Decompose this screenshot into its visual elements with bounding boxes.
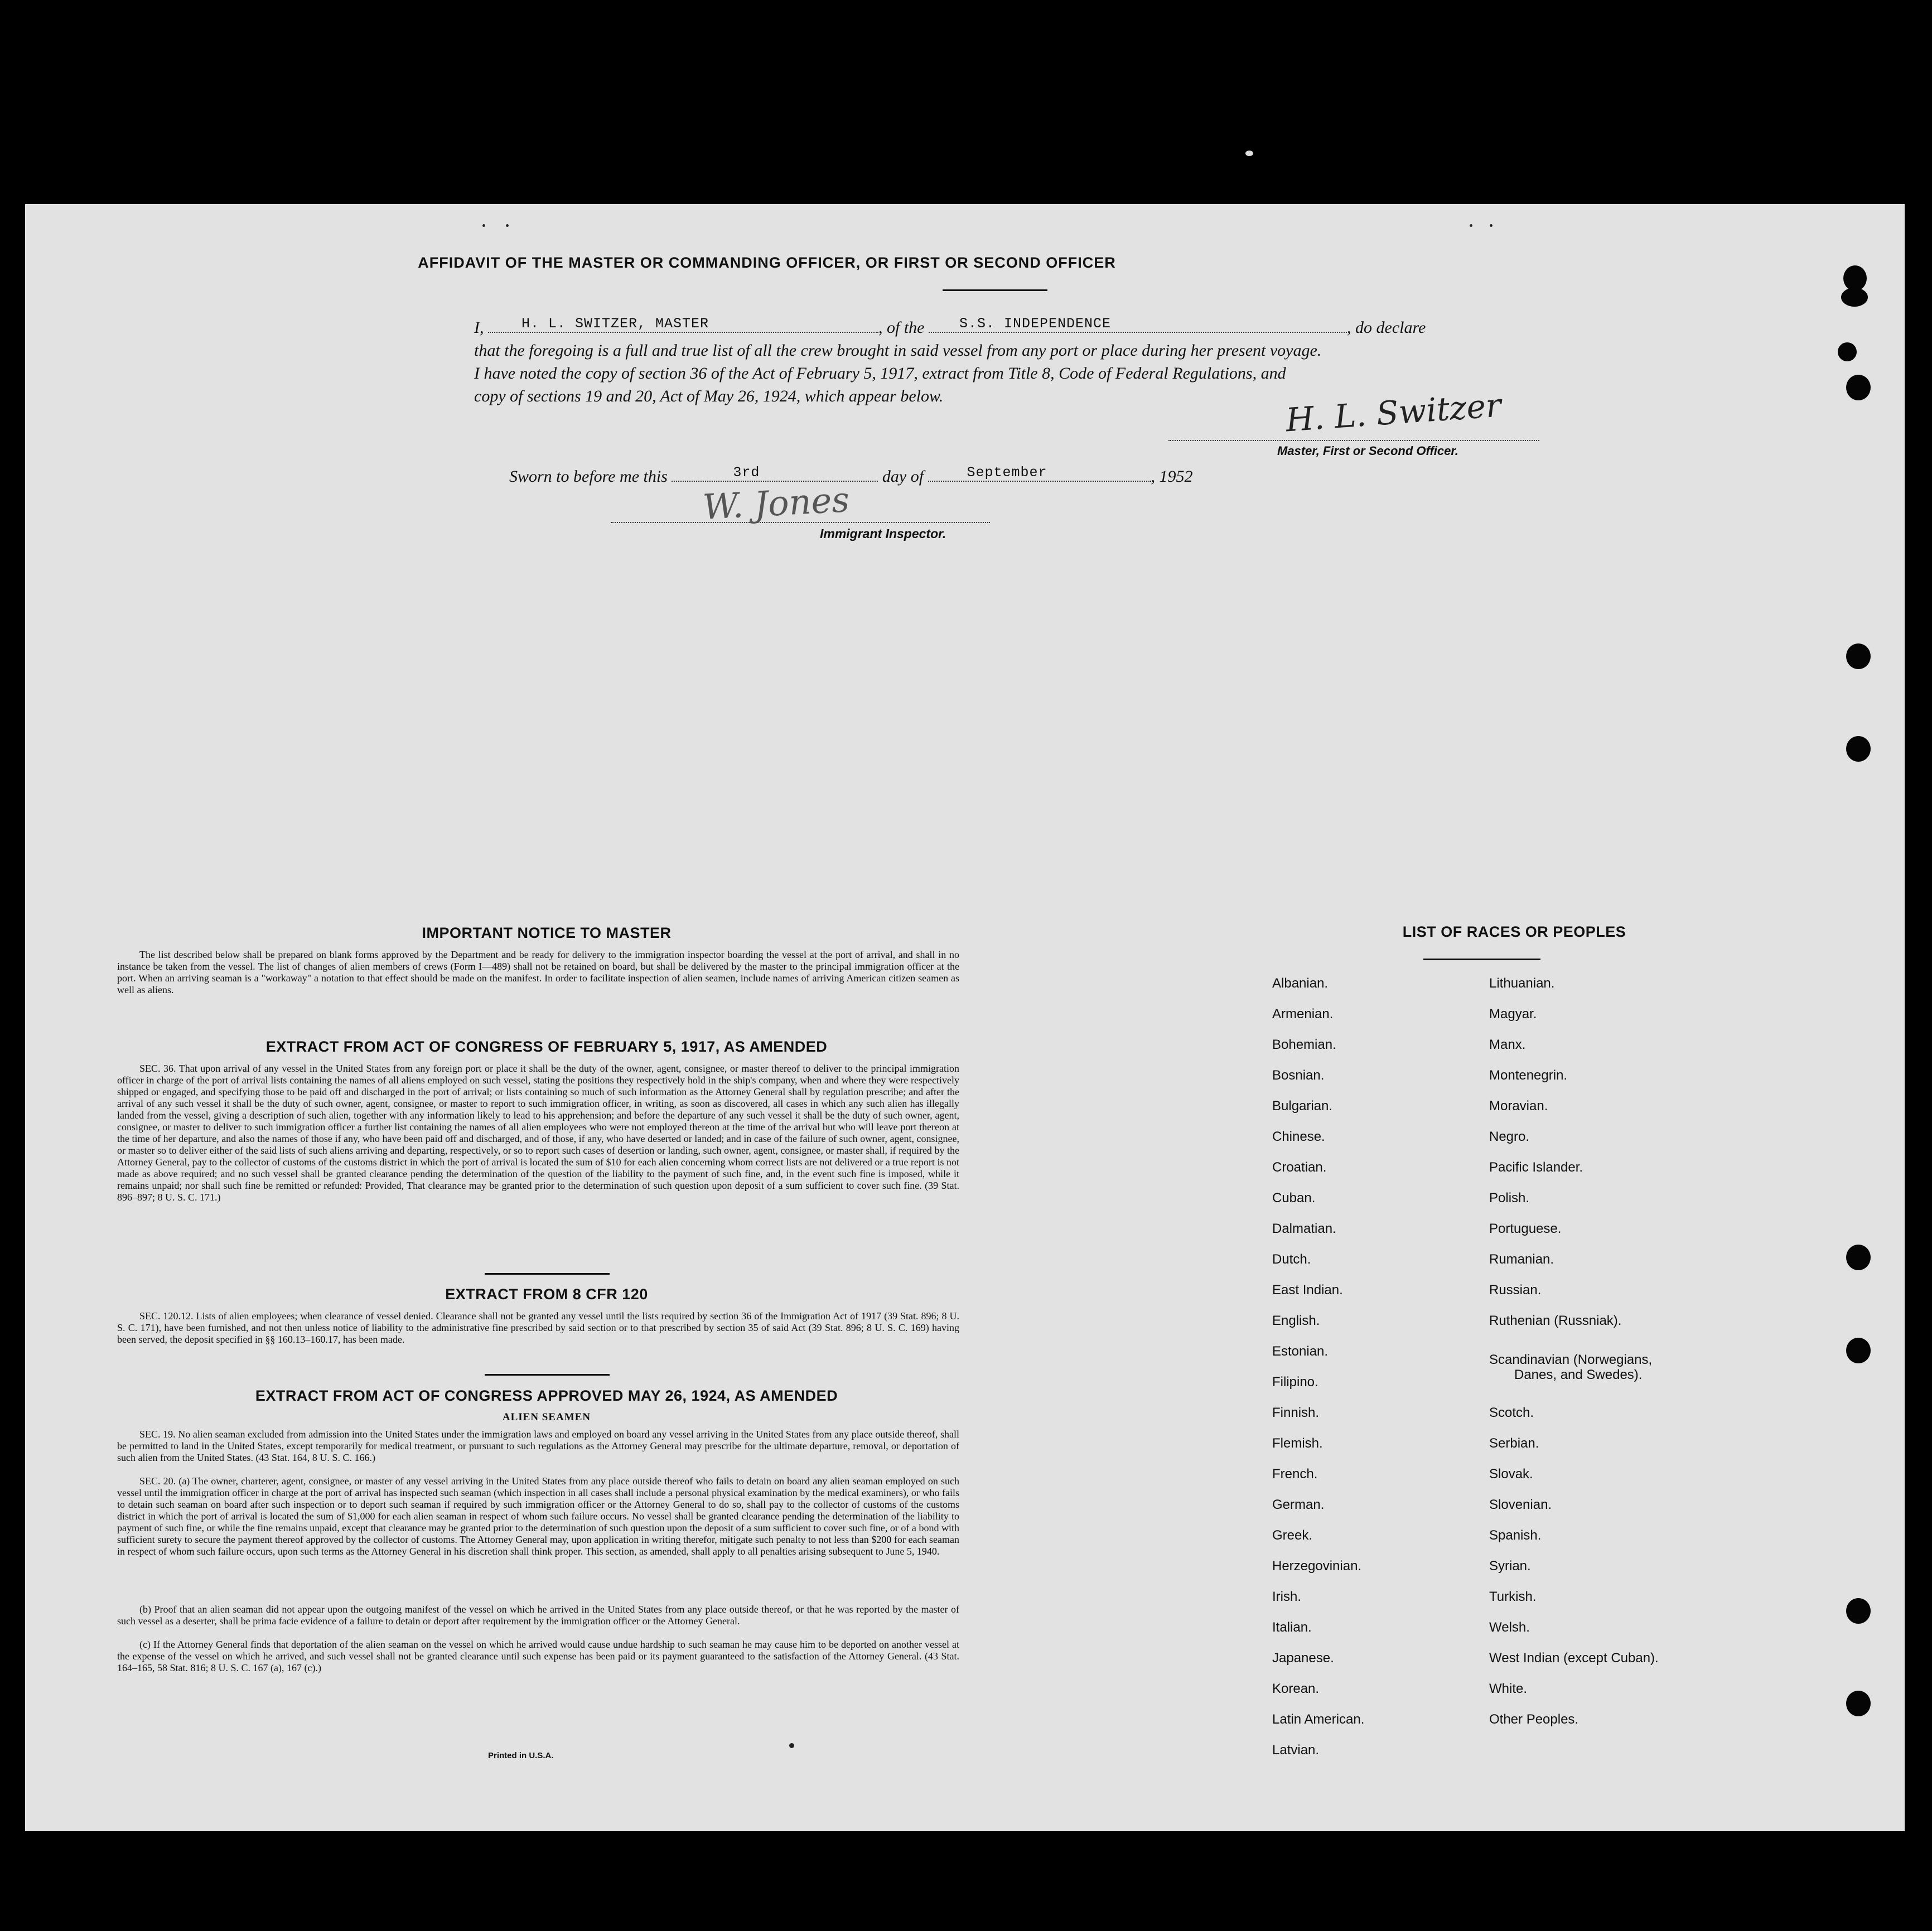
race-right-item: Other Peoples. <box>1489 1712 1579 1727</box>
race-right-item: Turkish. <box>1489 1589 1537 1604</box>
race-left-item: Dalmatian. <box>1272 1221 1336 1236</box>
affidavit-title: AFFIDAVIT OF THE MASTER OR COMMANDING OFFICER, OR FIRST OR SECOND OFFICER <box>418 254 1116 271</box>
vessel-name-value: S.S. INDEPENDENCE <box>959 316 1112 332</box>
inspector-signature: W. Jones <box>702 479 851 527</box>
punch-hole <box>1838 342 1857 361</box>
speck <box>506 224 509 227</box>
race-left-item: Latin American. <box>1272 1712 1365 1727</box>
master-signature: H. L. Switzer <box>1284 386 1503 439</box>
race-right-item: Serbian. <box>1489 1436 1539 1451</box>
speck <box>789 1743 794 1748</box>
race-right-item: Polish. <box>1489 1190 1530 1206</box>
race-left-item: Chinese. <box>1272 1129 1325 1144</box>
punch-hole <box>1846 643 1871 669</box>
affidavit-line-4: copy of sections 19 and 20, Act of May 26, 1924, which appear below. <box>474 387 944 405</box>
race-right-item: Rumanian. <box>1489 1252 1554 1267</box>
race-right-item: Pacific Islander. <box>1489 1160 1583 1175</box>
printed-in-usa: Printed in U.S.A. <box>488 1751 554 1760</box>
speck <box>482 224 485 227</box>
race-left-item: German. <box>1272 1497 1325 1512</box>
race-right-item-continued: Danes, and Swedes). <box>1514 1367 1643 1382</box>
race-left-item: East Indian. <box>1272 1283 1343 1298</box>
speck <box>1245 151 1253 156</box>
affidavit-line-2: that the foregoing is a full and true list of all the crew brought in said vessel from any port or place during her present voyage. <box>474 341 1322 360</box>
race-left-item: Filipino. <box>1272 1375 1318 1390</box>
race-right-item: Spanish. <box>1489 1528 1542 1543</box>
extract-1924-sec20b: (b) Proof that an alien seaman did not appear upon the outgoing manifest of the vessel on which he arrived in the United States from any place outside thereof, or that he was reported by the master of such vessel as a deserter, shall be prima facie evidence of a failure to detain or deport after requirement by the immigration officer or the Attorney General. <box>117 1604 959 1627</box>
notice-title: IMPORTANT NOTICE TO MASTER <box>422 925 672 941</box>
race-right-item: Syrian. <box>1489 1559 1531 1574</box>
inspector-label: Immigrant Inspector. <box>820 526 946 541</box>
extract-1924-title: EXTRACT FROM ACT OF CONGRESS APPROVED MAY 26, 1924, AS AMENDED <box>255 1387 838 1404</box>
race-right-item: White. <box>1489 1681 1528 1696</box>
text-do-declare: , do declare <box>1347 318 1426 337</box>
extract-1924-sec19: SEC. 19. No alien seaman excluded from admission into the United States under the immigration laws and employed on board any vessel arriving in the United States from any place outside thereof, shall be permitted to land in the United States, except temporarily for medical treatment, or pursuant to such regulations as the Attorney General may prescribe for the ultimate departure, removal, or deportation of such alien from the United States. (43 Stat. 164, 8 U. S. C. 166.) <box>117 1429 959 1463</box>
race-left-item: Latvian. <box>1272 1743 1320 1758</box>
sworn-month-field <box>928 464 1151 482</box>
divider <box>485 1374 610 1376</box>
extract-cfr-title: EXTRACT FROM 8 CFR 120 <box>445 1286 648 1303</box>
race-right-item: Magyar. <box>1489 1006 1537 1022</box>
divider <box>943 289 1047 291</box>
speck <box>1490 224 1493 227</box>
race-left-item: English. <box>1272 1313 1320 1328</box>
sworn-year: 52 <box>1176 467 1193 486</box>
race-right-item: Slovenian. <box>1489 1497 1552 1512</box>
race-right-item: Negro. <box>1489 1129 1530 1144</box>
race-right-item: Russian. <box>1489 1283 1542 1298</box>
race-right-item: Moravian. <box>1489 1098 1548 1114</box>
document-sheet <box>25 204 1905 1831</box>
race-right-item: Scotch. <box>1489 1405 1534 1420</box>
extract-1924-sec20a: SEC. 20. (a) The owner, charterer, agent, consignee, or master of any vessel arriving in the United States from any place outside thereof who fails to detain on board any alien seaman employed on such vessel until the immigration officer in charge at the port of arrival has inspected such seaman (which inspection in all cases shall include a personal physical examination by the medical examiners), or who fails to detain such seaman on board after such inspection or to deport such seaman if required by such immigration officer or the Attorney General to do so, shall pay to the collector of customs of the customs district in which the port of arrival is located the sum of $1,000 for each alien seaman in respect of whom such failure occurs. No vessel shall be granted clearance pending the determination of the liability to payment of such fine, or while the fine remains unpaid, except that clearance may be granted prior to the determination of such question upon the deposit of a sum sufficient to cover such fine, or of a bond with sufficient surety to secure the payment thereof approved by the collector of customs. The Attorney General may, upon application in writing therefor, mitigate such penalty to not less than $200 for each seaman in respect of whom such failure occurs, upon such terms as the Attorney General in his discretion shall think proper. This section, as amended, shall apply to all penalties arising subsequent to June 5, 1940. <box>117 1475 959 1557</box>
speck <box>1470 224 1472 227</box>
race-left-item: Dutch. <box>1272 1252 1311 1267</box>
punch-hole <box>1846 736 1871 762</box>
race-left-item: Korean. <box>1272 1681 1320 1696</box>
race-right-item: Manx. <box>1489 1037 1526 1052</box>
text-i: I, <box>474 318 484 337</box>
extract-1917-title: EXTRACT FROM ACT OF CONGRESS OF FEBRUARY 5, 1917, AS AMENDED <box>265 1038 828 1055</box>
race-left-item: Cuban. <box>1272 1190 1316 1206</box>
punch-hole <box>1846 1691 1871 1716</box>
race-right-item: Slovak. <box>1489 1467 1533 1482</box>
punch-hole <box>1841 288 1868 307</box>
race-left-item: Irish. <box>1272 1589 1302 1604</box>
race-left-item: Japanese. <box>1272 1651 1334 1666</box>
sworn-line <box>509 464 1193 486</box>
race-left-item: Croatian. <box>1272 1160 1327 1175</box>
punch-hole <box>1846 1245 1871 1270</box>
alien-seamen-subtitle: ALIEN SEAMEN <box>502 1411 591 1423</box>
extract-1917-text: SEC. 36. That upon arrival of any vessel in the United States from any foreign port or place it shall be the duty of the owner, agent, consignee, or master thereof to deliver to the principal immigration officer in charge of the port of arrival lists containing the names of all aliens employed on such vessel, stating the positions they respectively hold in the ship's company, when and where they were respectively shipped or engaged, and specifying those to be paid off and discharged in the port of arrival; or lists containing so much of such information as the Attorney General shall by regulation prescribe; and after the arrival of any such vessel it shall be the duty of such owner, agent, consignee, or master to report to such immigration officer, in writing, as soon as discovered, all cases in which any such alien has illegally landed from the vessel, giving a description of such alien, together with any information likely to lead to his apprehension; and before the departure of any such vessel it shall be the duty of such owner, agent, consignee, or master to deliver to such immigration officer a further list containing the names of all alien employees who were not employed thereon at the time of the arrival but who will leave port thereon at the time of her departure, and also the names of those if any, who have been paid off and discharged, and of those, if any, who have deserted or landed; and in case of the failure of such owner, agent, consignee, or master so to deliver either of the said lists of such aliens arriving and departing, respectively, or so to report such cases of desertion or landing, such owner, agent, consignee, or master shall, if required by the Attorney General, pay to the collector of customs of the customs district in which the port of arrival is located the sum of $10 for each alien concerning whom correct lists are not delivered or a true report is not made as above required; and no such vessel shall be granted clearance pending the determination of the question of the liability to the payment of such fine, and, in the event such fine is imposed, while it remains unpaid; nor shall such fine be remitted or refunded: Provided, That clearance may be granted prior to the determination of such question upon deposit of a sum sufficient to cover such fine. (39 Stat. 896–897; 8 U. S. C. 171.) <box>117 1063 959 1203</box>
race-left-item: Albanian. <box>1272 976 1329 991</box>
race-left-item: Italian. <box>1272 1620 1312 1635</box>
master-signature-label: Master, First or Second Officer. <box>1277 444 1458 458</box>
race-left-item: Flemish. <box>1272 1436 1323 1451</box>
affidavit-line-3: I have noted the copy of section 36 of the Act of February 5, 1917, extract from Title 8, Code of Federal Regulations, and <box>474 364 1286 383</box>
race-right-item: Lithuanian. <box>1489 976 1555 991</box>
sworn-day-of: day of <box>882 467 924 486</box>
notice-text: The list described below shall be prepared on blank forms approved by the Department and be ready for delivery to the immigration inspector boarding the vessel at the port of arrival, and shall in no instance be taken from the vessel. The list of changes of alien members of crews (Form I—489) shall not be retained on board, but shall be delivered by the master to the principal immigration officer at the port. When an arriving seaman is a "workaway" a notation to that effect should be made on the manifest. In order to facilitate inspection of alien seamen, include names of arriving American citizen seamen as well as aliens. <box>117 949 959 995</box>
extract-cfr-text: SEC. 120.12. Lists of alien employees; when clearance of vessel denied. Clearance shall not be granted any vessel until the lists required by section 36 of the Immigration Act of 1917 (39 Stat. 896; 8 U. S. C. 171), have been furnished, and not then unless notice of liability to the administrative fine prescribed by said section or to that prescribed by section 35 of said Act (39 Stat. 896; 8 U. S. C. 169) having been served, the deposit specified in §§ 160.13–160.17, has been made. <box>117 1310 959 1345</box>
race-left-item: Armenian. <box>1272 1006 1334 1022</box>
extract-1924-sec20c: (c) If the Attorney General finds that deportation of the alien seaman on the vessel on which he arrived would cause undue hardship to such seaman he may cause him to be deported on another vessel at the expense of the vessel on which he arrived, and such vessel shall not be granted clearance until such expense has been paid or its payment guaranteed to the satisfaction of the Attorney General. (43 Stat. 164–165, 58 Stat. 816; 8 U. S. C. 167 (a), 167 (c).) <box>117 1639 959 1673</box>
race-right-item: Welsh. <box>1489 1620 1530 1635</box>
affidavit-declaration-line <box>474 318 1426 337</box>
sworn-day-value: 3rd <box>733 464 760 481</box>
race-left-item: Bohemian. <box>1272 1037 1336 1052</box>
race-right-item: Ruthenian (Russniak). <box>1489 1313 1622 1328</box>
punch-hole <box>1846 1338 1871 1363</box>
master-signature-line <box>1168 440 1539 441</box>
race-left-item: Finnish. <box>1272 1405 1320 1420</box>
vessel-name-field <box>929 316 1347 333</box>
race-left-item: Greek. <box>1272 1528 1313 1543</box>
races-title: LIST OF RACES OR PEOPLES <box>1402 923 1626 940</box>
text-of-the: , of the <box>878 318 925 337</box>
master-name-value: H. L. SWITZER, MASTER <box>521 316 709 332</box>
punch-hole <box>1846 1598 1871 1624</box>
race-left-item: Bulgarian. <box>1272 1098 1333 1114</box>
race-right-item: West Indian (except Cuban). <box>1489 1651 1659 1666</box>
race-left-item: Herzegovinian. <box>1272 1559 1362 1574</box>
master-name-field <box>488 316 878 333</box>
punch-hole <box>1846 375 1871 400</box>
sworn-year-prefix: , 19 <box>1151 467 1176 486</box>
race-right-item: Montenegrin. <box>1489 1068 1568 1083</box>
race-left-item: Bosnian. <box>1272 1068 1325 1083</box>
race-right-item: Portuguese. <box>1489 1221 1562 1236</box>
race-left-item: Estonian. <box>1272 1344 1329 1359</box>
race-left-item: French. <box>1272 1467 1318 1482</box>
sworn-month-value: September <box>967 464 1047 481</box>
divider <box>1423 959 1540 960</box>
divider <box>485 1273 610 1275</box>
sworn-prefix: Sworn to before me this <box>509 467 668 486</box>
race-right-item: Scandinavian (Norwegians, <box>1489 1352 1653 1367</box>
